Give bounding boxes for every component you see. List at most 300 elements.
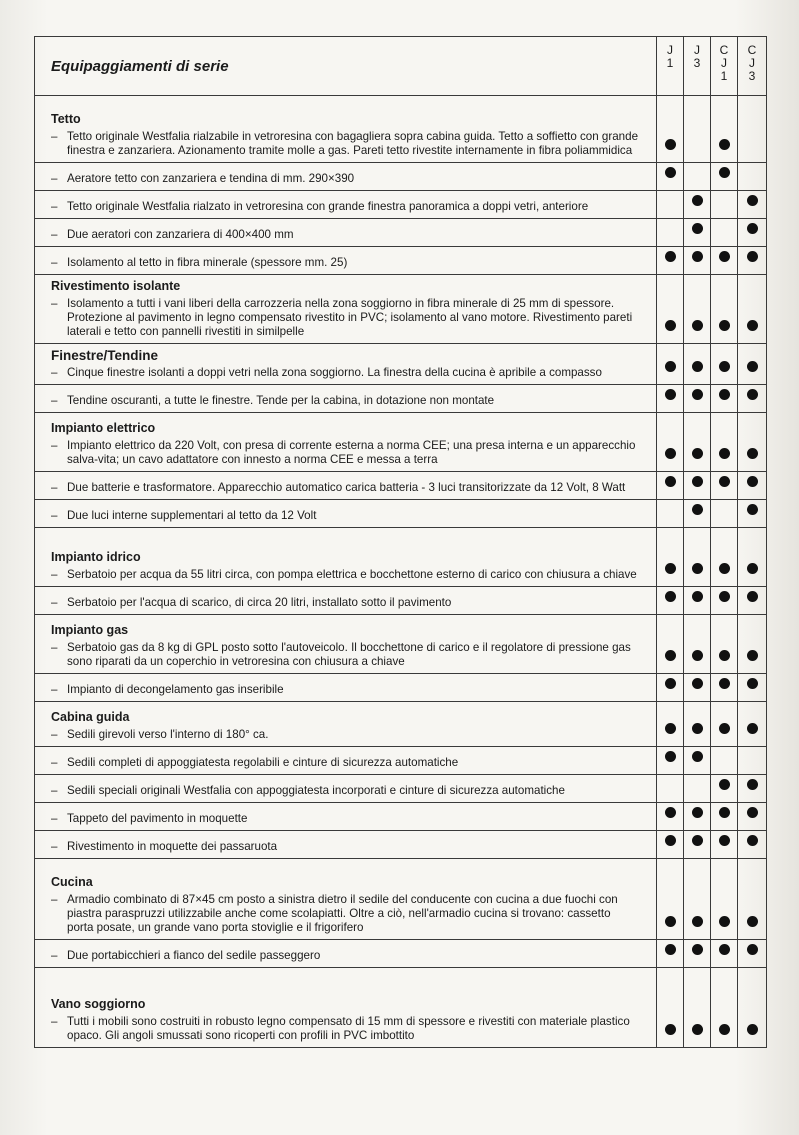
table-row [35,163,767,191]
model-availability-cell [684,500,711,528]
model-availability-cell [684,803,711,831]
feature-cell [35,413,657,472]
model-availability-cell [738,747,767,775]
model-availability-cell [738,163,767,191]
included-dot-icon [692,448,703,459]
dash-bullet-icon: – [51,756,58,769]
model-availability-cell [738,587,767,615]
feature-item [51,728,640,742]
table-row [35,859,767,940]
included-dot-icon [719,723,730,734]
feature-item [51,481,640,495]
model-availability-cell [711,859,738,940]
model-availability-cell [711,747,738,775]
model-availability-cell [684,615,711,674]
included-dot-icon [747,251,758,262]
model-availability-cell [657,219,684,247]
included-dot-icon [719,678,730,689]
equipment-table [34,36,767,1048]
included-dot-icon [692,320,703,331]
model-availability-cell [684,275,711,344]
feature-item [51,683,640,697]
included-dot-icon [692,916,703,927]
included-dot-icon [692,389,703,400]
dash-bullet-icon: – [51,1015,58,1028]
included-dot-icon [719,448,730,459]
feature-cell [35,500,657,528]
table-row [35,940,767,968]
model-availability-cell [711,674,738,702]
model-availability-cell [738,275,767,344]
table-row [35,385,767,413]
table-row [35,191,767,219]
included-dot-icon [665,835,676,846]
feature-text: Sedili completi di appoggiatesta regolabili e cinture di sicurezza automatiche [67,756,459,769]
feature-cell [35,587,657,615]
included-dot-icon [719,1024,730,1035]
included-dot-icon [747,779,758,790]
table-row [35,615,767,674]
feature-cell [35,344,657,385]
feature-text: Cinque finestre isolanti a doppi vetri nella zona soggiorno. La finestra della cucina è apribile a compasso [67,366,602,379]
table-row [35,803,767,831]
included-dot-icon [665,389,676,400]
model-availability-cell [738,500,767,528]
feature-cell [35,219,657,247]
dash-bullet-icon: – [51,683,58,696]
table-row [35,528,767,587]
feature-item [51,784,640,798]
feature-item [51,641,640,669]
model-availability-cell [657,247,684,275]
model-availability-cell [738,702,767,747]
feature-item [51,439,640,467]
model-availability-cell [738,219,767,247]
feature-text: Tappeto del pavimento in moquette [67,812,248,825]
model-availability-cell [711,191,738,219]
model-availability-cell [711,968,738,1048]
feature-text: Serbatoio per acqua da 55 litri circa, con pompa elettrica e bocchettone esterno di carico con chiusura a chiave [67,568,637,581]
table-row [35,775,767,803]
feature-cell [35,615,657,674]
feature-text: Tendine oscuranti, a tutte le finestre. Tende per la cabina, in dotazione non montate [67,394,495,407]
model-availability-cell [684,831,711,859]
feature-item [51,812,640,826]
included-dot-icon [665,723,676,734]
feature-cell [35,528,657,587]
included-dot-icon [692,361,703,372]
feature-cell [35,968,657,1048]
included-dot-icon [747,223,758,234]
dash-bullet-icon: – [51,893,58,906]
feature-item [51,893,640,935]
table-header-row [35,37,767,96]
included-dot-icon [665,591,676,602]
table-row [35,96,767,163]
model-availability-cell [684,96,711,163]
included-dot-icon [692,591,703,602]
feature-cell [35,940,657,968]
table-row [35,674,767,702]
feature-text: Rivestimento in moquette dei passaruota [67,840,278,853]
dash-bullet-icon: – [51,394,58,407]
model-availability-cell [711,587,738,615]
model-availability-cell [711,528,738,587]
table-row [35,702,767,747]
included-dot-icon [665,476,676,487]
model-availability-cell [711,385,738,413]
included-dot-icon [747,944,758,955]
feature-cell [35,775,657,803]
included-dot-icon [665,807,676,818]
included-dot-icon [719,563,730,574]
model-availability-cell [684,413,711,472]
feature-text: Sedili girevoli verso l'interno di 180° ca. [67,728,269,741]
included-dot-icon [747,195,758,206]
model-availability-cell [657,859,684,940]
included-dot-icon [719,916,730,927]
dash-bullet-icon: – [51,641,58,654]
included-dot-icon [665,916,676,927]
dash-bullet-icon: – [51,568,58,581]
model-availability-cell [711,831,738,859]
dash-bullet-icon: – [51,784,58,797]
model-availability-cell [738,528,767,587]
model-availability-cell [738,472,767,500]
model-availability-cell [657,344,684,385]
included-dot-icon [692,251,703,262]
dash-bullet-icon: – [51,481,58,494]
section-heading: Tetto [51,112,81,126]
included-dot-icon [719,139,730,150]
section-heading: Impianto gas [51,623,129,637]
included-dot-icon [665,361,676,372]
model-availability-cell [684,587,711,615]
included-dot-icon [692,504,703,515]
model-column-header: J 1 [657,37,684,96]
feature-text: Tetto originale Westfalia rialzato in vetroresina con grande finestra panoramica a doppi vetri, anteriore [67,200,589,213]
model-availability-cell [738,615,767,674]
table-row [35,747,767,775]
dash-bullet-icon: – [51,200,58,213]
model-availability-cell [711,344,738,385]
model-availability-cell [657,702,684,747]
section-heading: Vano soggiorno [51,997,146,1011]
table-row [35,247,767,275]
model-availability-cell [657,587,684,615]
included-dot-icon [692,563,703,574]
feature-cell [35,96,657,163]
included-dot-icon [719,361,730,372]
feature-item [51,172,640,186]
dash-bullet-icon: – [51,439,58,452]
table-row [35,500,767,528]
included-dot-icon [747,591,758,602]
model-availability-cell [657,413,684,472]
included-dot-icon [692,835,703,846]
feature-text: Due portabicchieri a fianco del sedile passeggero [67,949,321,962]
dash-bullet-icon: – [51,130,58,143]
included-dot-icon [692,807,703,818]
included-dot-icon [692,944,703,955]
model-availability-cell [684,528,711,587]
included-dot-icon [665,448,676,459]
included-dot-icon [747,916,758,927]
feature-text: Isolamento al tetto in fibra minerale (spessore mm. 25) [67,256,348,269]
included-dot-icon [747,476,758,487]
included-dot-icon [747,807,758,818]
feature-item [51,297,640,339]
model-availability-cell [711,803,738,831]
model-availability-cell [684,163,711,191]
model-availability-cell [738,191,767,219]
included-dot-icon [665,944,676,955]
model-availability-cell [738,344,767,385]
model-availability-cell [738,385,767,413]
included-dot-icon [665,650,676,661]
feature-text: Armadio combinato di 87×45 cm posto a sinistra dietro il sedile del conducente con cucina a due fuochi con piastra paraspruzzi utilizzabile anche come scolapiatti. Oltre a ciò, nell'armadio cucina si trovano: cassetto porta posate, un grande vano porta stoviglie e il frigorifero [67,893,618,934]
included-dot-icon [719,389,730,400]
included-dot-icon [747,504,758,515]
feature-item [51,200,640,214]
model-column-header: C J 3 [738,37,767,96]
model-availability-cell [738,940,767,968]
model-availability-cell [684,968,711,1048]
included-dot-icon [747,723,758,734]
section-heading: Finestre/Tendine [51,348,159,363]
feature-item [51,568,640,582]
model-availability-cell [711,96,738,163]
included-dot-icon [719,807,730,818]
included-dot-icon [747,320,758,331]
included-dot-icon [665,251,676,262]
model-availability-cell [657,472,684,500]
included-dot-icon [719,591,730,602]
model-availability-cell [738,96,767,163]
model-availability-cell [711,247,738,275]
included-dot-icon [747,448,758,459]
feature-cell [35,472,657,500]
included-dot-icon [747,650,758,661]
model-availability-cell [738,775,767,803]
dash-bullet-icon: – [51,228,58,241]
table-row [35,587,767,615]
model-availability-cell [738,413,767,472]
feature-cell [35,163,657,191]
included-dot-icon [719,320,730,331]
feature-item [51,1015,640,1043]
included-dot-icon [719,167,730,178]
included-dot-icon [692,751,703,762]
model-availability-cell [711,702,738,747]
included-dot-icon [747,835,758,846]
model-availability-cell [684,219,711,247]
model-availability-cell [684,674,711,702]
feature-item [51,756,640,770]
model-availability-cell [684,859,711,940]
included-dot-icon [665,320,676,331]
model-availability-cell [684,191,711,219]
included-dot-icon [747,1024,758,1035]
included-dot-icon [719,944,730,955]
model-availability-cell [684,344,711,385]
table-title: Equipaggiamenti di serie [35,37,657,96]
model-availability-cell [738,674,767,702]
model-availability-cell [711,163,738,191]
feature-item [51,366,640,380]
section-heading: Impianto elettrico [51,421,156,435]
feature-text: Serbatoio per l'acqua di scarico, di circa 20 litri, installato sotto il pavimento [67,596,452,609]
dash-bullet-icon: – [51,297,58,310]
feature-cell [35,702,657,747]
feature-item [51,949,640,963]
model-availability-cell [684,747,711,775]
included-dot-icon [719,251,730,262]
model-availability-cell [657,163,684,191]
included-dot-icon [665,167,676,178]
dash-bullet-icon: – [51,812,58,825]
model-availability-cell [684,472,711,500]
feature-text: Due batterie e trasformatore. Apparecchio automatico carica batteria - 3 luci transitorizzate da 12 Volt, 8 Watt [67,481,626,494]
feature-text: Aeratore tetto con zanzariera e tendina di mm. 290×390 [67,172,355,185]
model-availability-cell [684,775,711,803]
feature-item [51,256,640,270]
included-dot-icon [692,476,703,487]
model-availability-cell [657,191,684,219]
table-row [35,968,767,1048]
feature-item [51,509,640,523]
model-availability-cell [684,247,711,275]
feature-text: Isolamento a tutti i vani liberi della carrozzeria nella zona soggiorno in fibra minerale di 25 mm di spessore. Protezione al pavimento in legno compensato rivestito in PVC; isolamento al vano motore. Rivestimento pareti laterali e tetto con pannelli rivestiti in similpelle [67,297,633,338]
model-availability-cell [711,219,738,247]
included-dot-icon [747,361,758,372]
feature-text: Tutti i mobili sono costruiti in robusto legno compensato di 15 mm di spessore e rivestiti con materiale plastico opaco. Gli angoli smussati sono ricoperti con profili in PVC imbottito [67,1015,630,1042]
model-availability-cell [738,247,767,275]
feature-item [51,840,640,854]
model-availability-cell [711,775,738,803]
model-availability-cell [657,615,684,674]
section-heading: Cucina [51,875,93,889]
model-availability-cell [657,940,684,968]
dash-bullet-icon: – [51,509,58,522]
model-availability-cell [711,275,738,344]
model-availability-cell [657,96,684,163]
feature-cell [35,803,657,831]
table-row [35,472,767,500]
model-availability-cell [738,803,767,831]
included-dot-icon [747,563,758,574]
feature-item [51,394,640,408]
section-heading: Cabina guida [51,710,130,724]
feature-text: Due luci interne supplementari al tetto da 12 Volt [67,509,317,522]
included-dot-icon [665,563,676,574]
model-availability-cell [711,500,738,528]
included-dot-icon [692,678,703,689]
model-availability-cell [738,859,767,940]
included-dot-icon [692,195,703,206]
table-row [35,413,767,472]
feature-text: Impianto elettrico da 220 Volt, con presa di corrente esterna a norma CEE; una presa interna e un apparecchio salva-vita; un cavo adattatore con innesto a norma CEE e messa a terra [67,439,636,466]
model-availability-cell [657,528,684,587]
included-dot-icon [665,751,676,762]
included-dot-icon [692,1024,703,1035]
included-dot-icon [719,650,730,661]
included-dot-icon [719,476,730,487]
model-availability-cell [657,831,684,859]
dash-bullet-icon: – [51,949,58,962]
feature-cell [35,831,657,859]
included-dot-icon [692,723,703,734]
feature-text: Sedili speciali originali Westfalia con appoggiatesta incorporati e cinture di sicurezza automatiche [67,784,565,797]
feature-cell [35,385,657,413]
feature-cell [35,275,657,344]
table-row [35,219,767,247]
dash-bullet-icon: – [51,172,58,185]
model-availability-cell [657,674,684,702]
included-dot-icon [665,678,676,689]
model-availability-cell [684,385,711,413]
dash-bullet-icon: – [51,366,58,379]
dash-bullet-icon: – [51,728,58,741]
model-availability-cell [738,831,767,859]
feature-cell [35,247,657,275]
model-availability-cell [657,275,684,344]
model-availability-cell [657,747,684,775]
section-heading: Impianto idrico [51,550,141,564]
feature-item [51,596,640,610]
model-column-header: J 3 [684,37,711,96]
feature-text: Due aeratori con zanzariera di 400×400 mm [67,228,294,241]
table-row [35,344,767,385]
dash-bullet-icon: – [51,840,58,853]
dash-bullet-icon: – [51,256,58,269]
feature-cell [35,747,657,775]
included-dot-icon [747,389,758,400]
section-heading: Rivestimento isolante [51,279,181,293]
included-dot-icon [665,139,676,150]
feature-text: Tetto originale Westfalia rialzabile in vetroresina con bagagliera sopra cabina guida. Tetto a soffietto con grande finestra e zanzariera. Azionamento tramite molle a gas. Pareti tetto rivestite internamente in fibra poliammidica [67,130,639,157]
model-availability-cell [738,968,767,1048]
model-availability-cell [684,940,711,968]
feature-cell [35,674,657,702]
feature-cell [35,191,657,219]
included-dot-icon [665,1024,676,1035]
included-dot-icon [692,650,703,661]
included-dot-icon [692,223,703,234]
model-availability-cell [657,968,684,1048]
model-availability-cell [657,775,684,803]
feature-cell [35,859,657,940]
model-availability-cell [657,500,684,528]
included-dot-icon [719,779,730,790]
table-row [35,831,767,859]
model-availability-cell [657,385,684,413]
model-availability-cell [711,472,738,500]
model-availability-cell [711,615,738,674]
model-availability-cell [711,940,738,968]
feature-text: Impianto di decongelamento gas inseribile [67,683,284,696]
model-availability-cell [657,803,684,831]
included-dot-icon [719,835,730,846]
table-row [35,275,767,344]
feature-text: Serbatoio gas da 8 kg di GPL posto sotto l'autoveicolo. Il bocchettone di carico e il regolatore di pressione gas sono riparati da un coperchio in vetroresina con chiusura a chiave [67,641,631,668]
feature-item [51,228,640,242]
model-availability-cell [684,702,711,747]
model-column-header: C J 1 [711,37,738,96]
feature-item [51,130,640,158]
included-dot-icon [747,678,758,689]
model-availability-cell [711,413,738,472]
